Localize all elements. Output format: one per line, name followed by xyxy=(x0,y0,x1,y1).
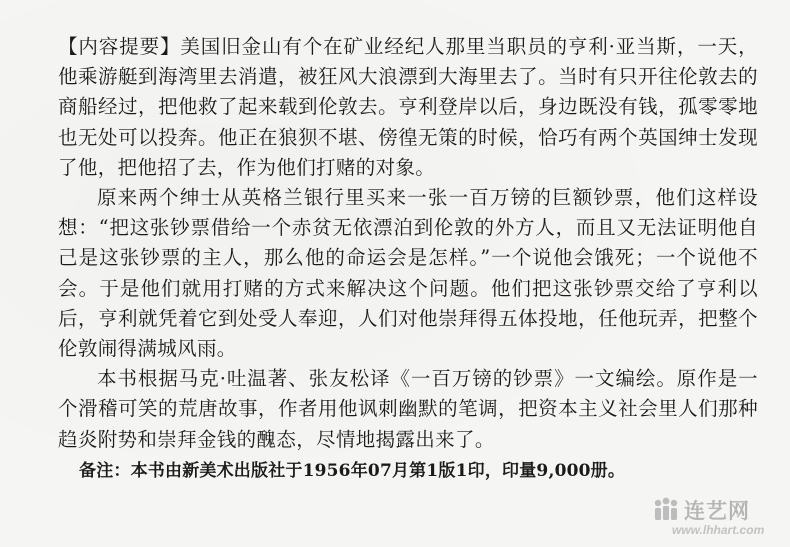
watermark-url: www.lhhart.com xyxy=(672,523,765,537)
summary-paragraph-1-text: 美国旧金山有个在矿业经纪人那里当职员的亨利·亚当斯，一天，他乘游艇到海湾里去消遣，被狂风大浪漂到大海里去了。当时有只开往伦敦去的商船经过，把他救了起来载到伦敦去。亨利登岸以后，身边既没有钱，孤零零地也无处可以投奔。他正在狼狈不堪、傍徨无策的时候，恰巧有两个英国绅士发现了他，把他招了去，作为他们打赌的对象。 xyxy=(58,35,758,179)
content-summary xyxy=(58,32,758,455)
summary-label: 【内容提要】 xyxy=(58,35,181,58)
summary-paragraph-3: 本书根据马克·吐温著、张友松译《一百万镑的钞票》一文编绘。原作是一个滑稽可笑的荒唐故事，作者用他讽刺幽默的笔调，把资本主义社会里人们那种趋炎附势和崇拜金钱的醜态，尽情地揭露出来了。 xyxy=(58,367,758,451)
summary-paragraph-1 xyxy=(58,32,758,183)
site-watermark xyxy=(652,493,772,539)
summary-paragraph-2: 原来两个绅士从英格兰银行里买来一张一百万镑的巨额钞票，他们这样设想：“把这张钞票借给一个赤贫无依漂泊到伦敦的外方人，而且又无法证明他自己是这张钞票的主人，那么他的命运会是怎样。”一个说他会饿死；一个说他不会。于是他们就用打赌的方式来解决这个问题。他们把这张钞票交给了亨利以后，亨利就凭着它到处受人奉迎，人们对他崇拜得五体投地，任他玩弄，把整个伦敦闹得满城风雨。 xyxy=(58,186,758,361)
watermark-name: 连艺网 xyxy=(684,500,750,523)
people-logo-icon xyxy=(652,497,680,521)
publication-note: 备注：本书由新美术出版社于1956年07月第1版1印，印量9,000册。 xyxy=(79,461,626,481)
